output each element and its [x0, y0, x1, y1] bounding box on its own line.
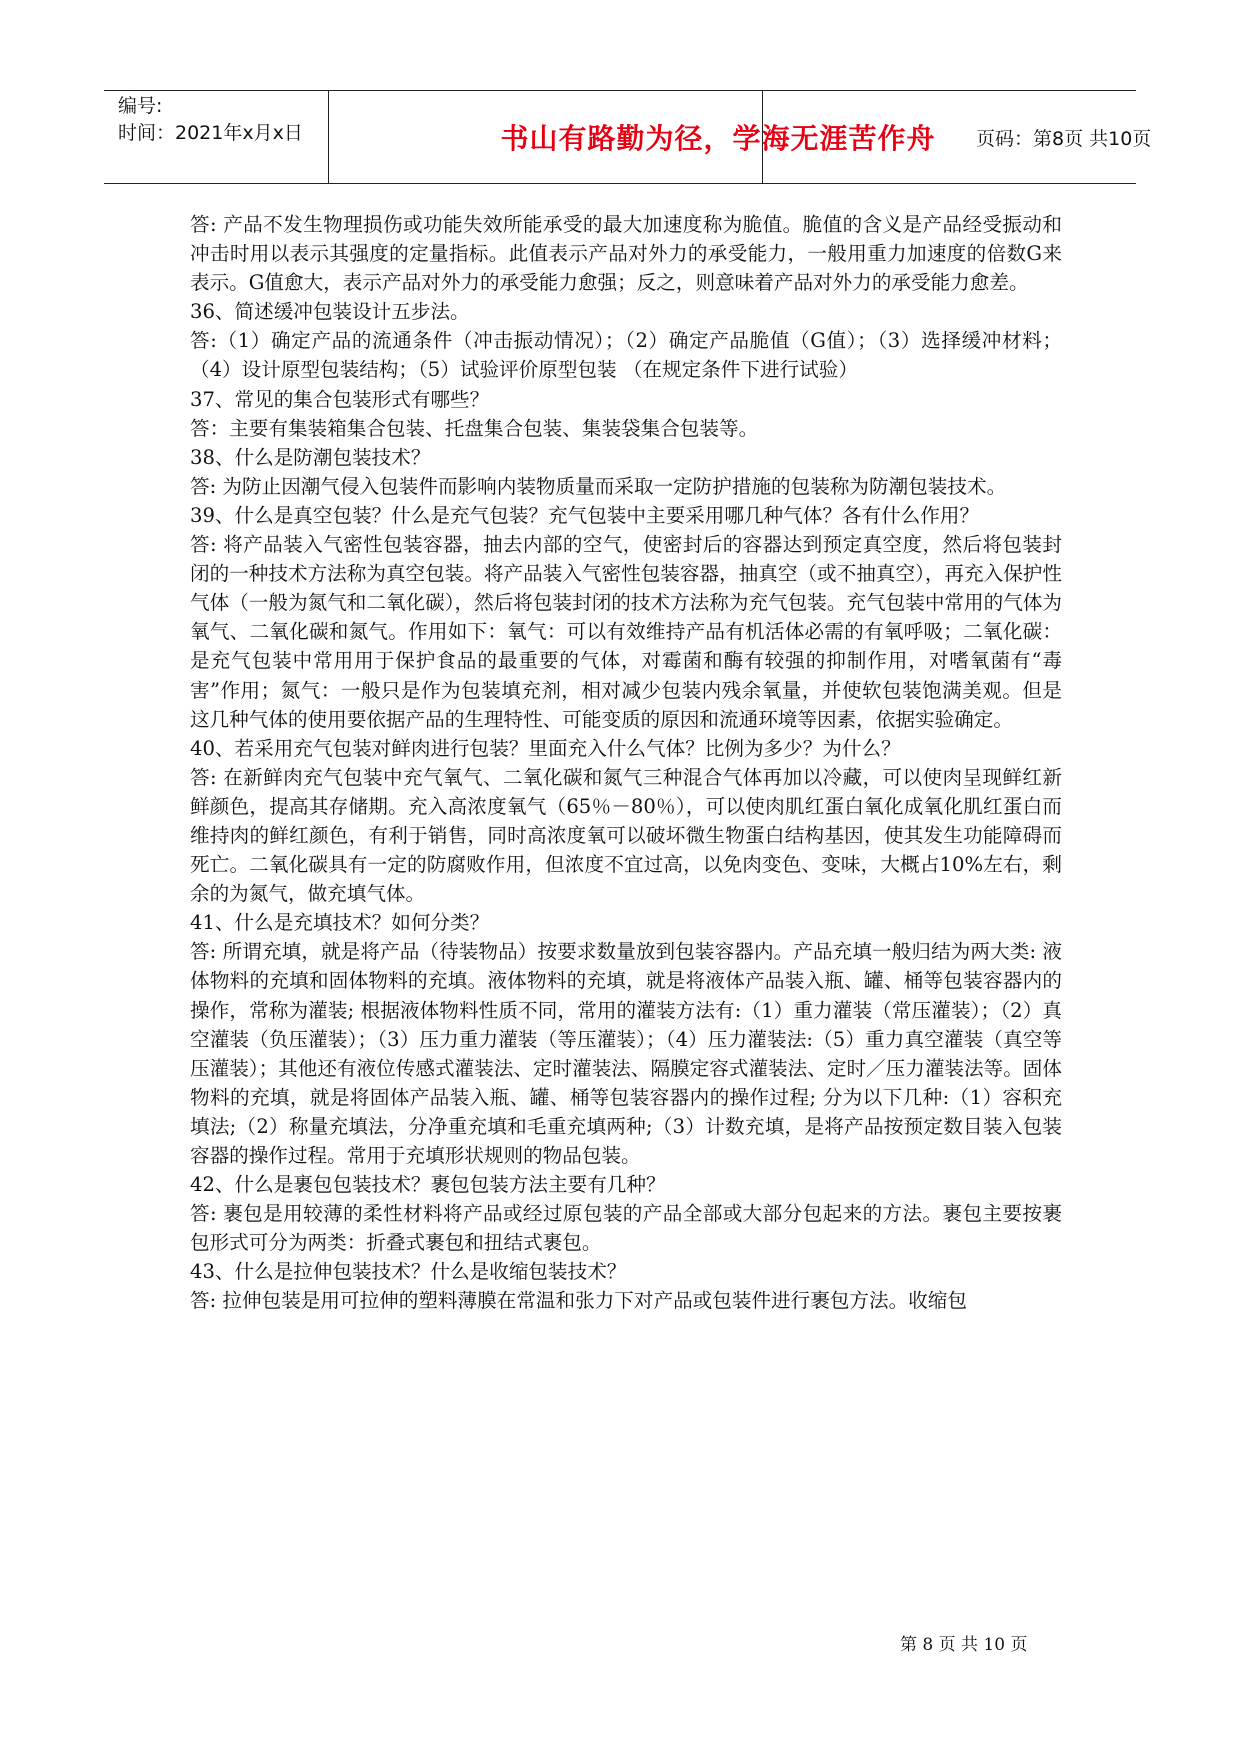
paragraph: 答: 裹包是用较薄的柔性材料将产品或经过原包装的产品全部或大部分包起来的方法。裹包主要按裹包形式可分为两类：折叠式裹包和扭结式裹包。	[190, 1202, 1062, 1255]
question-42: 42、什么是裹包包装技术？裹包包装方法主要有几种？	[190, 1173, 666, 1197]
paragraph: 答: 所谓充填，就是将产品（待装物品）按要求数量放到包装容器内。产品充填一般归结为两大类: 液体物料的充填和固体物料的充填。液体物料的充填，就是将液体产品装入瓶、罐、桶等包装容器内的操作，常称为灌装; 根据液体物料性质不同，常用的灌装方法有:（1）重力灌装（常压灌装）；（2）真空灌装（负压灌装）；（3）压力重力灌装（等压灌装）；（4）压力灌装法:（5）重力真空灌装（真空等压灌装）；其他还有液位传感式灌装法、定时灌装法、隔膜定容式灌装法、定时／压力灌装法等。固体物料的充填，就是将固体产品装入瓶、罐、桶等包装容器内的操作过程; 分为以下几种:（1）容积充填法;（2）称量充填法，分净重充填和毛重充填两种;（3）计数充填，是将产品按预定数目装入包装容器的操作过程。常用于充填形状规则的物品包装。	[190, 940, 1062, 1167]
page-footer: 第 8 页 共 10 页	[900, 1635, 1028, 1655]
question-43: 43、什么是拉伸包装技术？什么是收缩包装技术？	[190, 1260, 627, 1284]
header-divider-left	[328, 91, 329, 183]
question-38: 38、什么是防潮包装技术？	[190, 445, 431, 469]
question-36: 36、简述缓冲包装设计五步法。	[190, 300, 470, 324]
header-divider-right	[762, 91, 763, 183]
question-39: 39、什么是真空包装？什么是充气包装？充气包装中主要采用哪几种气体？各有什么作用？	[190, 503, 980, 527]
paragraph: 答: 为防止因潮气侵入包装件而影响内装物质量而采取一定防护措施的包装称为防潮包装技术。	[190, 474, 1007, 498]
document-body	[190, 210, 1062, 1316]
paragraph: 答: 将产品装入气密性包装容器，抽去内部的空气，使密封后的容器达到预定真空度，然后将包装封闭的一种技术方法称为真空包装。将产品装入气密性包装容器，抽真空（或不抽真空），再充入保护性气体（一般为氮气和二氧化碳），然后将包装封闭的技术方法称为充气包装。充气包装中常用的气体为氧气、二氧化碳和氮气。作用如下：氧气：可以有效维持产品有机活体必需的有氧呼吸；二氧化碳：是充气包装中常用用于保护食品的最重要的气体，对霉菌和酶有较强的抑制作用，对嗜氧菌有“毒害”作用；氮气：一般只是作为包装填充剂，相对减少包装内残余氧量，并使软包装饱满美观。但是这几种气体的使用要依据产品的生理特性、可能变质的原因和流通环境等因素，依据实验确定。	[190, 533, 1062, 731]
paragraph: 答：主要有集装箱集合包装、托盘集合包装、集装袋集合包装等。	[190, 416, 759, 440]
paragraph: 答: 产品不发生物理损伤或功能失效所能承受的最大加速度称为脆值。脆值的含义是产品经受振动和冲击时用以表示其强度的定量指标。此值表示产品对外力的承受能力，一般用重力加速度的倍数G来表示。G值愈大，表示产品对外力的承受能力愈强；反之，则意味着产品对外力的承受能力愈差。	[190, 213, 1062, 295]
question-40: 40、若采用充气包装对鲜肉进行包装？里面充入什么气体？比例为多少？为什么？	[190, 736, 901, 760]
paragraph: 答:（1）确定产品的流通条件（冲击振动情况）；（2）确定产品脆值（G值）；（3）选择缓冲材料；（4）设计原型包装结构；（5）试验评价原型包装 （在规定条件下进行试验）	[190, 329, 1062, 382]
header-page-label: 页码：第8页 共10页	[976, 127, 1152, 150]
page-header	[104, 90, 1152, 184]
paragraph: 答: 在新鲜肉充气包装中充气氧气、二氧化碳和氮气三种混合气体再加以冷藏，可以使肉呈现鲜红新鲜颜色，提高其存储期。充入高浓度氧气（65％－80％），可以使肉肌红蛋白氧化成氧化肌红蛋白而维持肉的鲜红颜色，有利于销售，同时高浓度氧可以破坏微生物蛋白结构基因，使其发生功能障碍而死亡。二氧化碳具有一定的防腐败作用，但浓度不宜过高，以免肉变色、变味，大概占10%左右，剩余的为氮气，做充填气体。	[190, 765, 1062, 906]
time-label: 时间：2021年x月x日	[118, 122, 303, 144]
paragraph: 答: 拉伸包装是用可拉伸的塑料薄膜在常温和张力下对产品或包装件进行裹包方法。收缩包	[190, 1289, 967, 1313]
question-37: 37、常见的集合包装形式有哪些？	[190, 387, 490, 411]
header-meta	[118, 93, 368, 147]
serial-label: 编号:	[118, 95, 163, 117]
question-41: 41、什么是充填技术？如何分类？	[190, 911, 490, 935]
header-motto: 书山有路勤为径，学海无涯苦作舟	[500, 122, 936, 155]
